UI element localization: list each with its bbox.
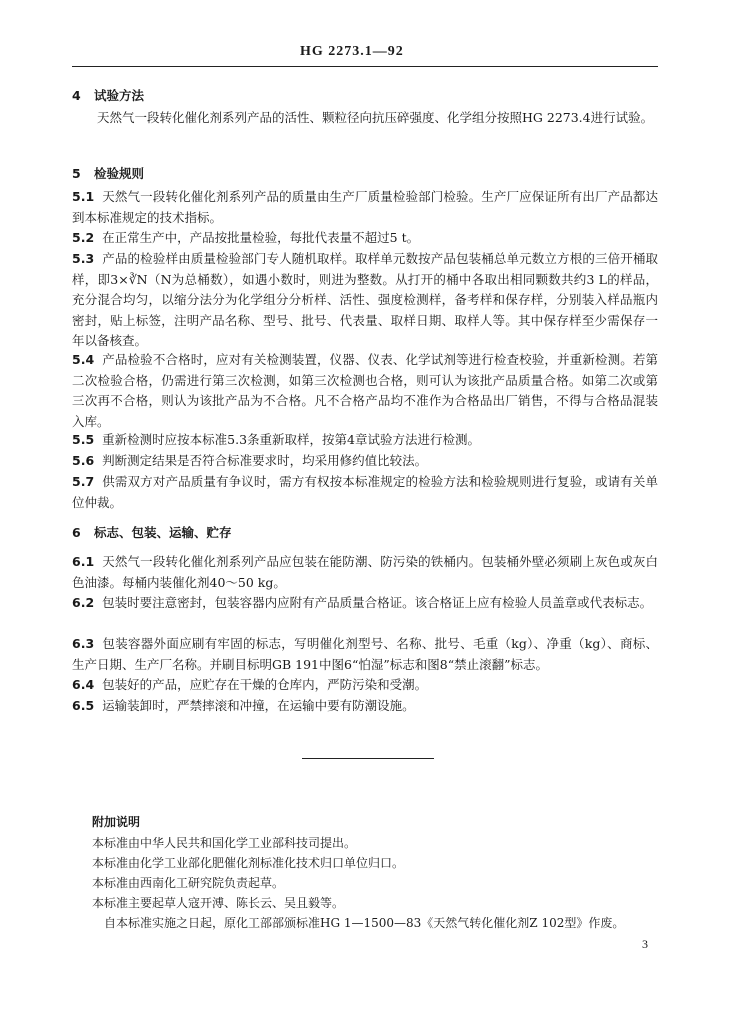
section-title: 检验规则 xyxy=(94,166,145,181)
page-number: 3 xyxy=(642,937,648,951)
clause-5-6: 5.6 判断测定结果是否符合标准要求时，均采用修约值比较法。 xyxy=(72,453,428,468)
clause-5-2: 5.2 在正常生产中，产品按批量检验，每批代表量不超过5 t。 xyxy=(72,230,420,245)
section-title: 标志、包装、运输、贮存 xyxy=(94,525,232,540)
note-line: 本标准由中华人民共和国化学工业部科技司提出。 xyxy=(92,836,357,850)
note-line: 本标准由西南化工研究院负责起草。 xyxy=(92,876,285,890)
section-5-heading xyxy=(72,164,144,182)
section-title: 试验方法 xyxy=(94,88,145,103)
clause-5-3: 5.3 产品的检验样由质量检验部门专人随机取样。取样单元数按产品包装桶总单元数立方根的三倍开桶取样，即3×∛N（N为总桶数），如遇小数时，则进为整数。从打开的桶中各取出相同颗数共约3 L的样品，充分混合均匀，以缩分法分为化学组分分析样、活性、强度检测样，备考样和保存样，分别装入样品瓶内密封，贴上标签，注明产品名称、型号、批号、代表量、取样日期、取样人等。其中保存样至少需保存一年以备核查。 xyxy=(72,251,658,348)
end-separator-rule xyxy=(302,758,434,759)
section-4-text: 天然气一段转化催化剂系列产品的活性、颗粒径向抗压碎强度、化学组分按照HG 2273.4进行试验。 xyxy=(97,110,654,125)
clause-5-7: 5.7 供需双方对产品质量有争议时，需方有权按本标准规定的检验方法和检验规则进行复验，或请有关单位仲裁。 xyxy=(72,474,658,510)
clause-6-1: 6.1 天然气一段转化催化剂系列产品应包装在能防潮、防污染的铁桶内。包装桶外壁必须刷上灰色或灰白色油漆。每桶内装催化剂40～50 kg。 xyxy=(72,554,658,590)
section-number: 4 xyxy=(72,88,81,103)
clause-5-4: 5.4 产品检验不合格时，应对有关检测装置，仪器、仪表、化学试剂等进行检查校验，并重新检测。若第二次检验合格，仍需进行第三次检测，如第三次检测也合格，则可认为该批产品质量合格。如第二次或第三次再不合格，则认为该批产品为不合格。凡不合格产品均不准作为合格品出厂销售，不得与合格品混装入库。 xyxy=(72,352,658,429)
clause-6-5: 6.5 运输装卸时，严禁摔滚和冲撞，在运输中要有防潮设施。 xyxy=(72,698,415,713)
note-line: 本标准主要起草人寇开溥、陈长云、吴且毅等。 xyxy=(92,896,345,910)
clause-5-1: 5.1 天然气一段转化催化剂系列产品的质量由生产厂质量检验部门检验。生产厂应保证所有出厂产品都达到本标准规定的技术指标。 xyxy=(72,189,658,225)
section-number: 5 xyxy=(72,166,81,181)
section-6-heading xyxy=(72,523,232,541)
note-line: 本标准由化学工业部化肥催化剂标准化技术归口单位归口。 xyxy=(92,856,405,870)
section-number: 6 xyxy=(72,525,81,540)
header-rule xyxy=(72,66,658,67)
additional-notes-title: 附加说明 xyxy=(92,815,141,829)
note-line: 自本标准实施之日起，原化工部部颁标准HG 1—1500—83《天然气转化催化剂Z 102型》作废。 xyxy=(104,916,625,930)
clause-6-2: 6.2 包装时要注意密封，包装容器内应附有产品质量合格证。该合格证上应有检验人员盖章或代表标志。 xyxy=(72,595,653,610)
clause-6-4: 6.4 包装好的产品，应贮存在干燥的仓库内，严防污染和受潮。 xyxy=(72,677,428,692)
clause-6-3: 6.3 包装容器外面应刷有牢固的标志，写明催化剂型号、名称、批号、毛重（kg）、净重（kg）、商标、生产日期、生产厂名称。并刷目标明GB 191中图6“怕湿”标志和图8“禁止滚翻”标志。 xyxy=(72,636,658,672)
section-4-heading xyxy=(72,86,144,104)
clause-5-5: 5.5 重新检测时应按本标准5.3条重新取样，按第4章试验方法进行检测。 xyxy=(72,432,480,447)
standard-code-header: HG 2273.1—92 xyxy=(300,44,404,59)
